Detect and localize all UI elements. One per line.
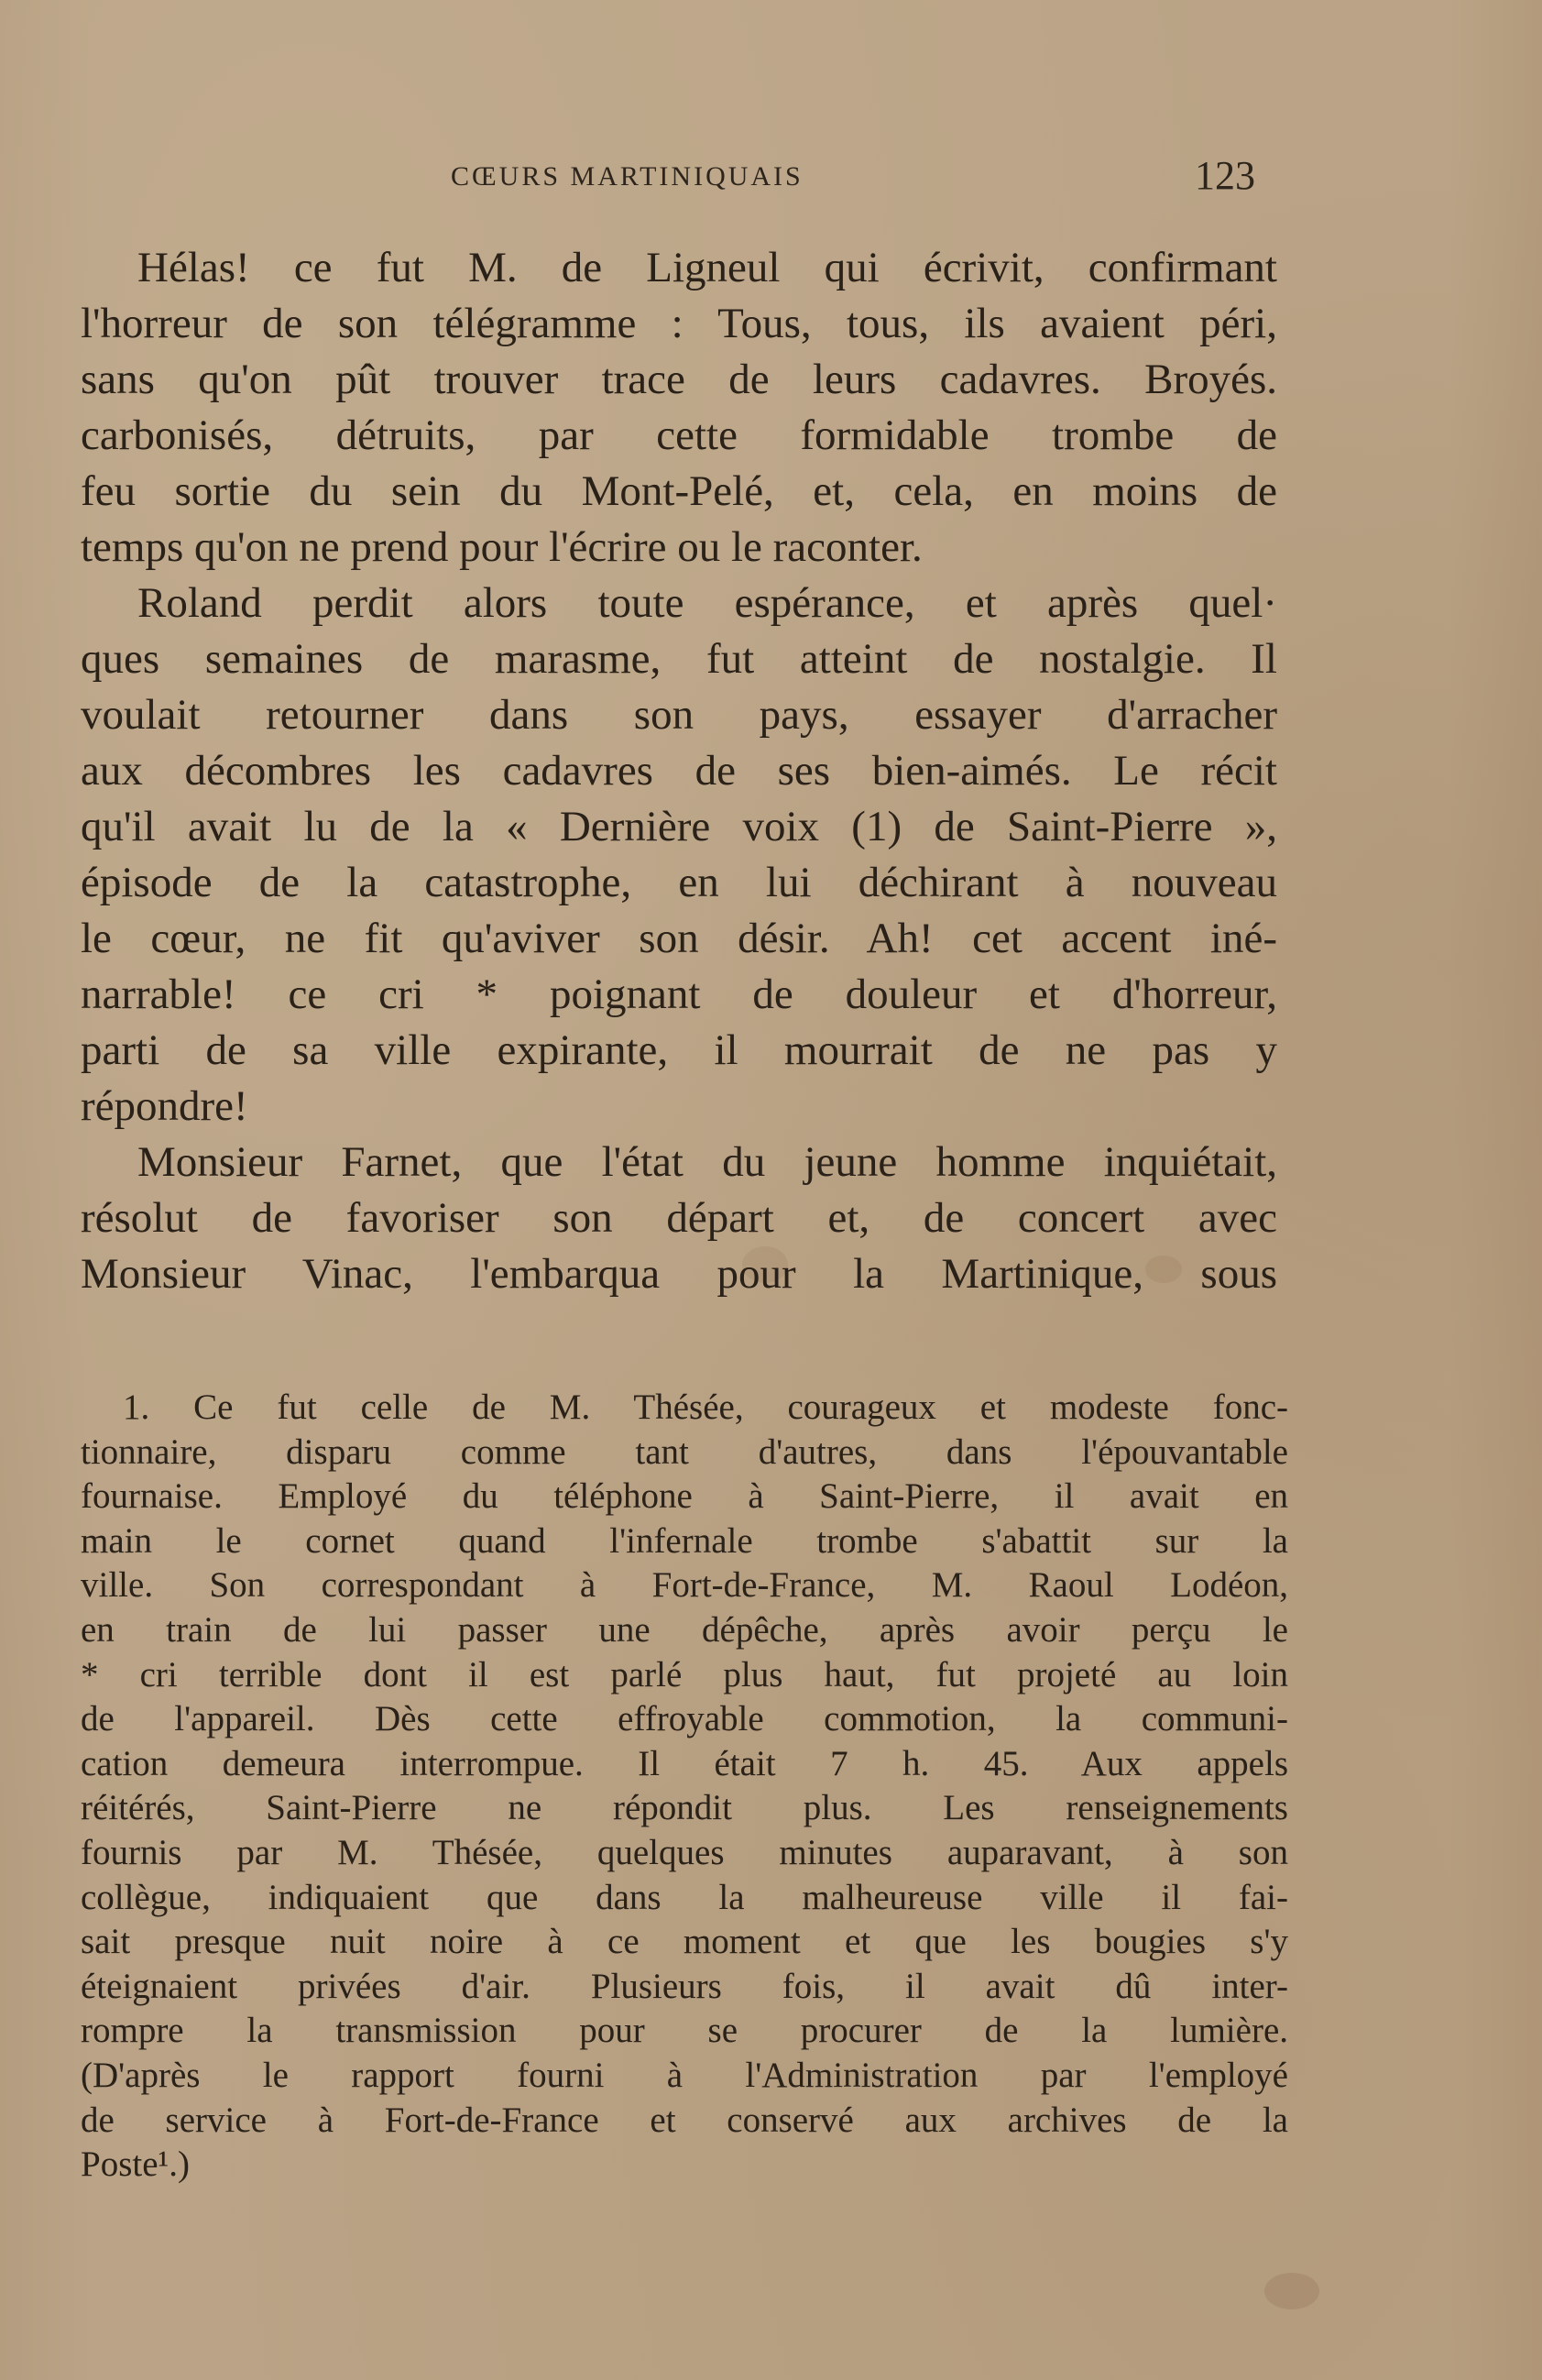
footnote-line: Poste¹.) bbox=[81, 2144, 190, 2185]
text-line: l'horreur de son télégramme : Tous, tous, ils avaient péri, bbox=[81, 300, 1277, 347]
page-number: 123 bbox=[1195, 153, 1255, 198]
text-line: aux décombres les cadavres de ses bien-aimés. Le récit bbox=[81, 747, 1277, 795]
footnote-line: cation demeura interrompue. Il était 7 h. 45. Aux appels bbox=[81, 1743, 1288, 1783]
text-line: ques semaines de marasme, fut atteint de nostalgie. Il bbox=[81, 635, 1277, 683]
footnote-line: tionnaire, disparu comme tant d'autres, dans l'épouvantable bbox=[81, 1431, 1288, 1472]
text-line: voulait retourner dans son pays, essayer d'arracher bbox=[81, 691, 1277, 739]
text-line: le cœur, ne fit qu'aviver son désir. Ah! cet accent iné- bbox=[81, 915, 1277, 962]
footnote-line: de service à Fort-de-France et conservé aux archives de la bbox=[81, 2100, 1288, 2140]
text-line: épisode de la catastrophe, en lui déchirant à nouveau bbox=[81, 859, 1277, 906]
footnote-line: ville. Son correspondant à Fort-de-France, M. Raoul Lodéon, bbox=[81, 1565, 1288, 1606]
footnote-line: fournaise. Employé du téléphone à Saint-Pierre, il avait en bbox=[81, 1476, 1288, 1517]
footnote-line: 1. Ce fut celle de M. Thésée, courageux et modeste fonc- bbox=[123, 1387, 1288, 1427]
text-line: parti de sa ville expirante, il mourrait de ne pas y bbox=[81, 1026, 1277, 1074]
text-line: feu sortie du sein du Mont-Pelé, et, cela, en moins de bbox=[81, 467, 1277, 515]
text-line: carbonisés, détruits, par cette formidable trombe de bbox=[81, 411, 1277, 459]
text-line: Roland perdit alors toute espérance, et après quel· bbox=[137, 579, 1277, 627]
text-line: narrable! ce cri * poignant de douleur et d'horreur, bbox=[81, 971, 1277, 1018]
footnote-line: en train de lui passer une dépêche, après avoir perçu le bbox=[81, 1609, 1288, 1650]
paper-stain bbox=[1264, 2273, 1319, 2309]
running-title: CŒURS MARTINIQUAIS bbox=[451, 161, 804, 192]
text-line: Monsieur Vinac, l'embarqua pour la Martinique, sous bbox=[81, 1250, 1277, 1298]
text-line: répondre! bbox=[81, 1082, 248, 1130]
footnote-line: réitérés, Saint-Pierre ne répondit plus. Les renseignements bbox=[81, 1788, 1288, 1828]
body-text bbox=[81, 240, 1277, 1302]
footnote-line: rompre la transmission pour se procurer de la lumière. bbox=[81, 2011, 1288, 2051]
footnote-line: main le cornet quand l'infernale trombe s'abattit sur la bbox=[81, 1520, 1288, 1561]
text-line: qu'il avait lu de la « Dernière voix (1) de Saint-Pierre », bbox=[81, 803, 1277, 850]
footnote-line: sait presque nuit noire à ce moment et que les bougies s'y bbox=[81, 1922, 1288, 1962]
footnote bbox=[81, 1386, 1288, 2188]
footnote-line: de l'appareil. Dès cette effroyable commotion, la communi- bbox=[81, 1699, 1288, 1739]
text-line: Monsieur Farnet, que l'état du jeune homme inquiétait, bbox=[137, 1138, 1277, 1186]
running-header bbox=[0, 153, 1542, 198]
text-line: temps qu'on ne prend pour l'écrire ou le raconter. bbox=[81, 523, 923, 571]
footnote-line: (D'après le rapport fourni à l'Administration par l'employé bbox=[81, 2055, 1288, 2095]
footnote-line: éteignaient privées d'air. Plusieurs fois, il avait dû inter- bbox=[81, 1966, 1288, 2006]
text-line: Hélas! ce fut M. de Ligneul qui écrivit, confirmant bbox=[137, 244, 1277, 291]
footnote-line: collègue, indiquaient que dans la malheureuse ville il fai- bbox=[81, 1877, 1288, 1917]
text-line: résolut de favoriser son départ et, de concert avec bbox=[81, 1194, 1277, 1242]
footnote-line: * cri terrible dont il est parlé plus haut, fut projeté au loin bbox=[81, 1654, 1288, 1695]
footnote-line: fournis par M. Thésée, quelques minutes auparavant, à son bbox=[81, 1832, 1288, 1872]
text-line: sans qu'on pût trouver trace de leurs cadavres. Broyés. bbox=[81, 356, 1277, 403]
